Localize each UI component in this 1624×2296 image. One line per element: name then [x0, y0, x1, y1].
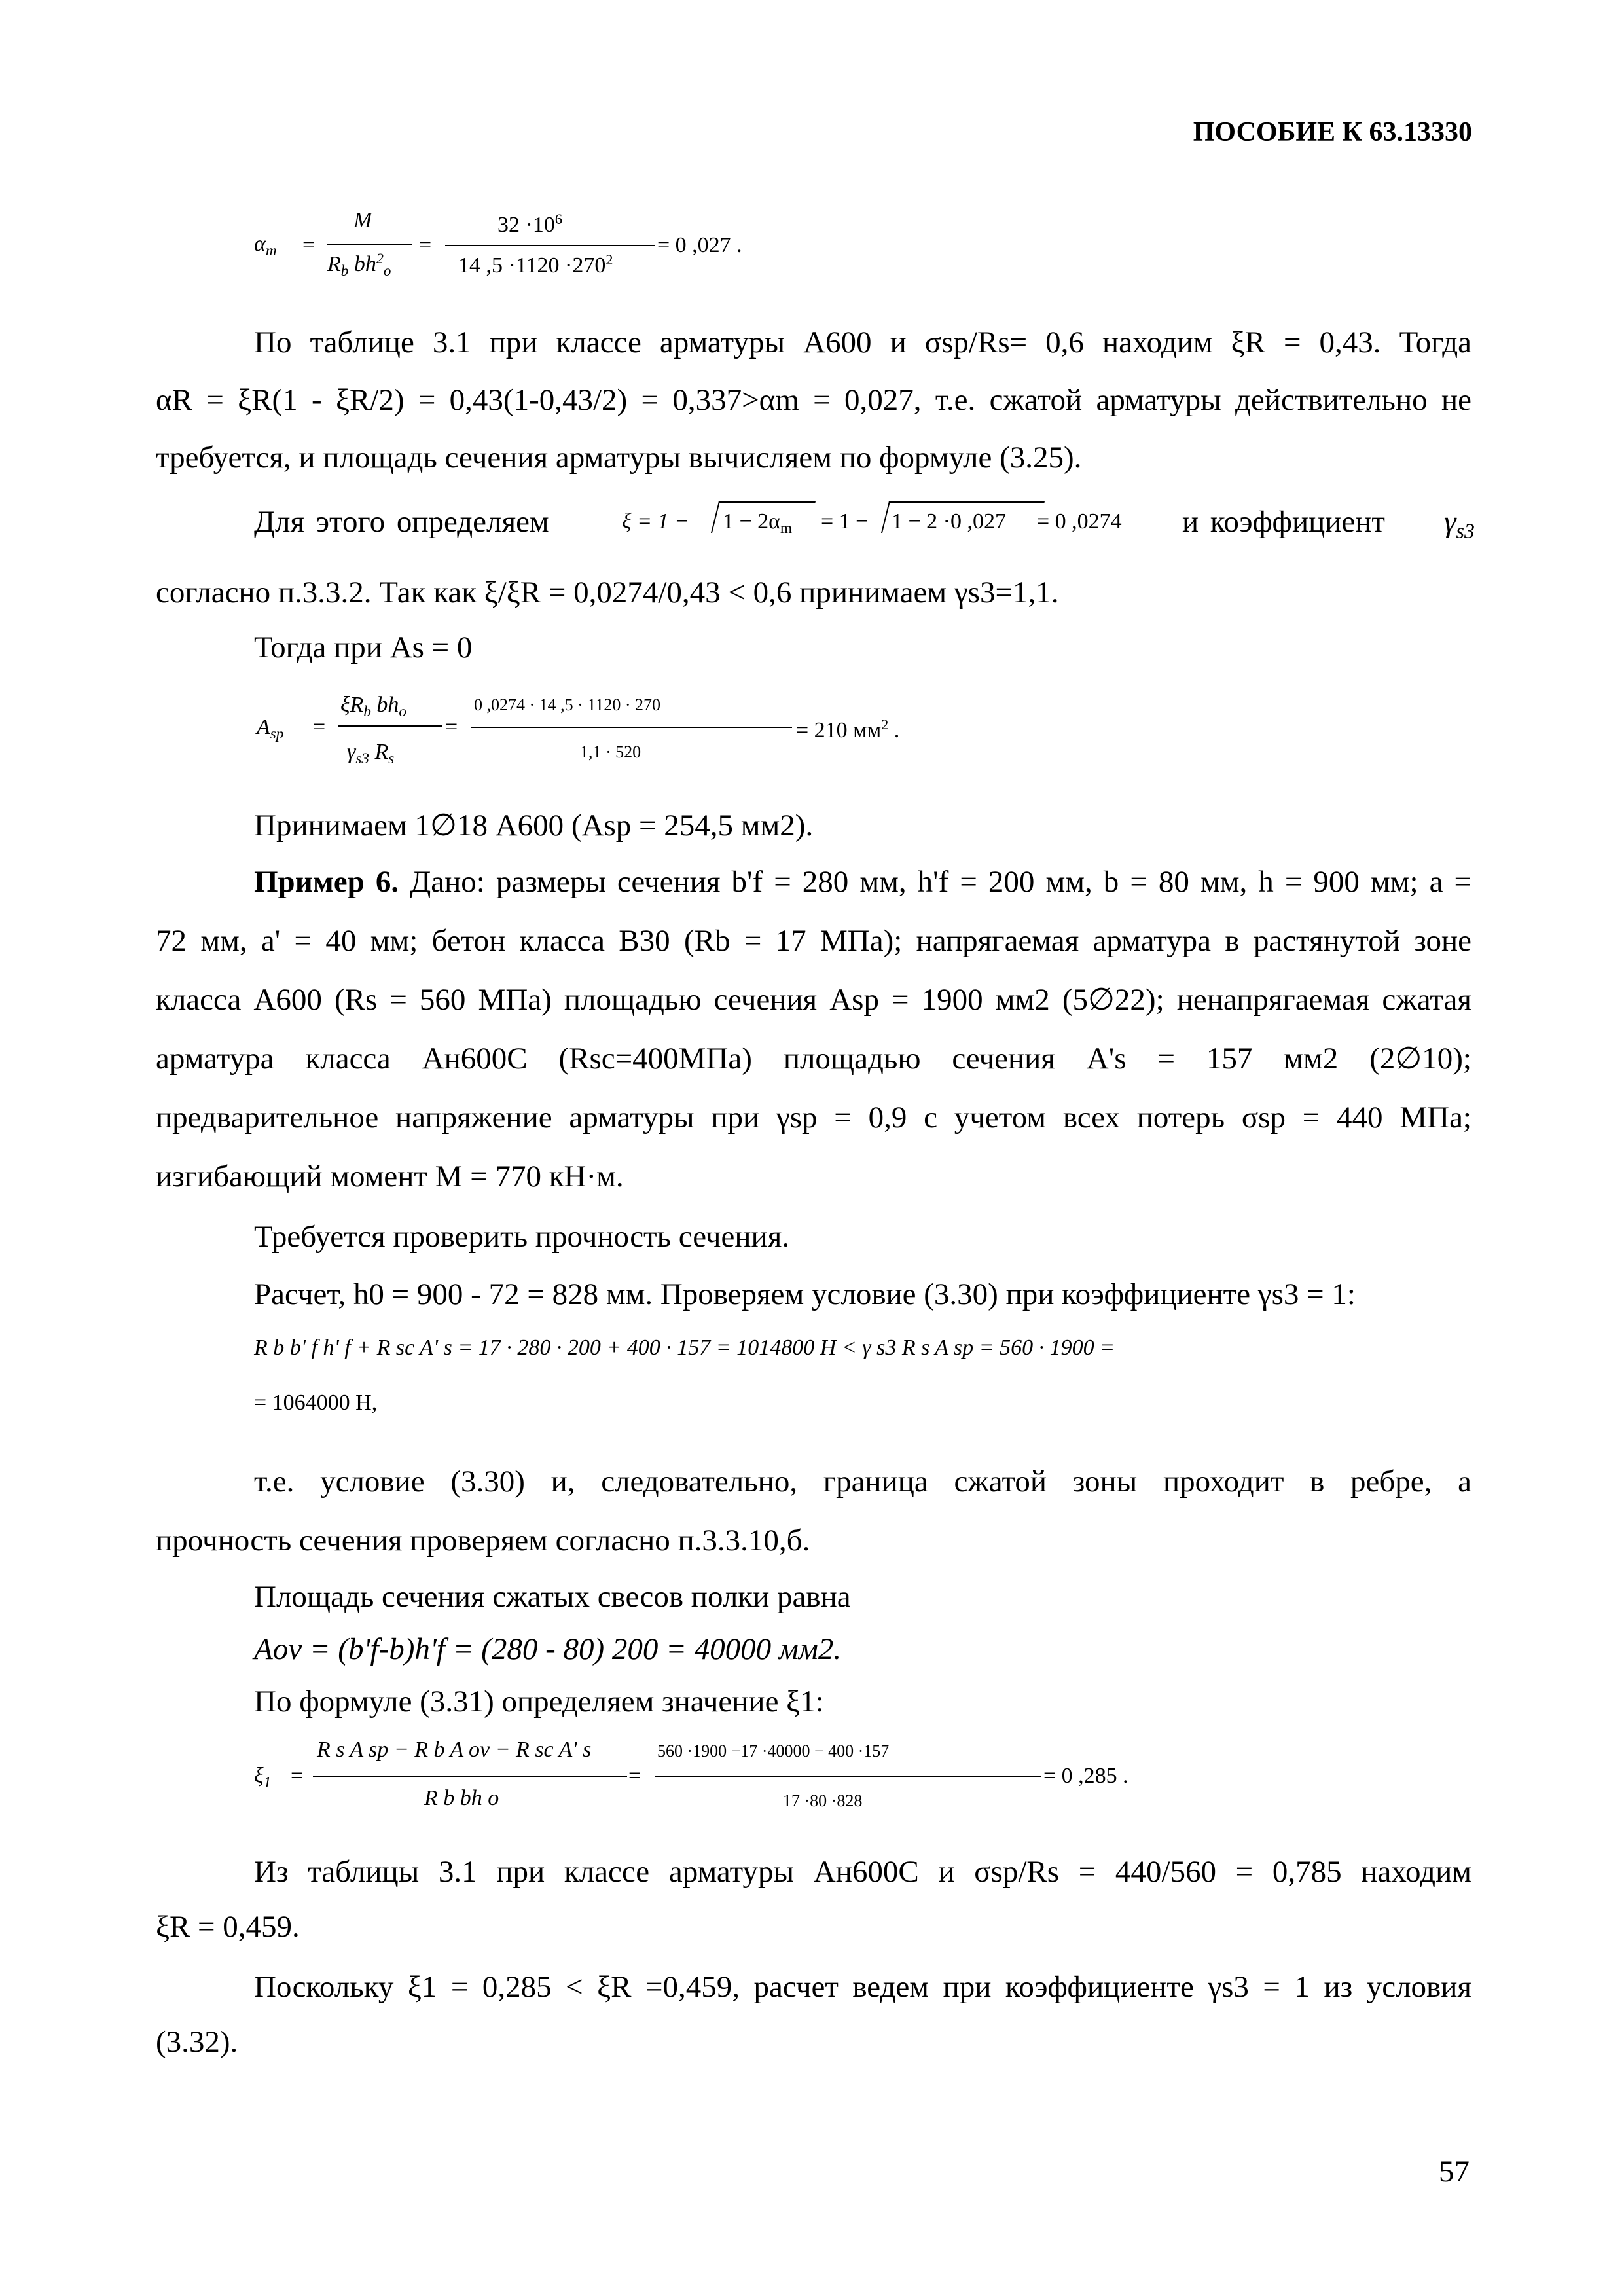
formula-numerator: M [353, 208, 372, 232]
formula-symbol: R [374, 740, 389, 764]
formula-condition-line: = 1064000 Н, [254, 1391, 378, 1415]
example-line: изгибающий момент M = 770 кН·м. [156, 1159, 624, 1194]
example-line: 72 мм, a' = 40 мм; бетон класса В30 (Rb = 17 МПа); напрягаемая арматура в растянутой зоне [156, 924, 1471, 958]
formula-denominator: 14 ,5 ·1120 ·270 [458, 253, 606, 278]
formula-subscript: o [399, 702, 406, 720]
formula-subscript: s3 [355, 750, 369, 767]
formula-denominator: 1,1 · 520 [580, 742, 641, 761]
formula-equals: = [313, 715, 326, 739]
paragraph-line: Принимаем 1∅18 А600 (Asp = 254,5 мм2). [254, 809, 814, 843]
formula-subscript: s3 [1456, 519, 1475, 543]
paragraph-lead: Для этого определяем [254, 505, 549, 539]
formula-symbol: bh [353, 252, 376, 277]
example-line: предварительное напряжение арматуры при γsp = 0,9 с учетом всех потерь σsp = 440 МПа; [156, 1101, 1471, 1135]
formula-subscript: s [388, 750, 395, 767]
formula-equals: = [302, 233, 316, 257]
example-line [254, 852, 1471, 911]
paragraph-line: αR = ξR(1 - ξR/2) = 0,43(1-0,43/2) = 0,337>αm = 0,027, т.е. сжатой арматуры действительно не [156, 383, 1471, 417]
formula-superscript: 6 [554, 211, 562, 227]
paragraph-line: (3.32). [156, 2025, 238, 2059]
paragraph-line: Площадь сечения сжатых свесов полки равна [254, 1580, 851, 1614]
formula-equals: = [419, 233, 432, 257]
formula-numerator: R s A sp − R b A ov − R sc A' s [317, 1738, 592, 1762]
paragraph-line: Поскольку ξ1 = 0,285 < ξR =0,459, расчет ведем при коэффициенте γs3 = 1 из условия [254, 1970, 1471, 2004]
formula-superscript: 2 [881, 716, 889, 733]
formula-superscript: 2 [376, 250, 384, 266]
formula-subscript: 1 [263, 1774, 272, 1791]
header-title: ПОСОБИЕ К 63.13330 [1193, 117, 1472, 147]
formula-result-tail: . [893, 718, 900, 743]
formula-numerator: 0 ,0274 · 14 ,5 · 1120 · 270 [474, 695, 661, 714]
paragraph-line: согласно п.3.3.2. Так как ξ/ξR = 0,0274/0,43 < 0,6 принимаем γs3=1,1. [156, 575, 1059, 610]
paragraph-line: Требуется проверить прочность сечения. [254, 1220, 790, 1254]
formula-superscript: 2 [605, 251, 613, 268]
example-text: Дано: размеры сечения b'f = 280 мм, h'f = 200 мм, b = 80 мм, h = 900 мм; a = [410, 865, 1472, 899]
formula-result: = 0 ,027 . [657, 233, 742, 257]
formula-symbol: γ [1444, 505, 1456, 539]
formula-condition-line: R b b' f h' f + R sc A' s = 17 · 280 · 200 + 400 · 157 = 1014800 Н < γ s3 R s A sp = 560 · 1900 = [254, 1336, 1115, 1360]
paragraph-line: ξR = 0,459. [156, 1910, 300, 1944]
formula-result: = 0 ,285 . [1043, 1764, 1128, 1788]
formula-subscript: m [780, 519, 792, 537]
paragraph-line: Расчет, h0 = 900 - 72 = 828 мм. Проверяем условие (3.30) при коэффициенте γs3 = 1: [254, 1277, 1356, 1311]
formula-subscript: o [383, 263, 391, 280]
formula-equals: = [291, 1764, 304, 1788]
formula-result: = 0 ,0274 [1037, 509, 1122, 534]
formula-symbol: bh [376, 693, 399, 717]
formula-numerator: 32 ·10 [497, 213, 555, 238]
formula-denominator: 17 ·80 ·828 [783, 1791, 863, 1810]
formula-symbol: ξ [254, 1764, 264, 1788]
paragraph-tail: и коэффициент [1182, 505, 1385, 539]
formula-subscript: m [265, 242, 277, 259]
formula-root: 1 − 2 ·0 ,027 [892, 509, 1006, 534]
formula-subscript: b [363, 702, 371, 720]
formula-subscript: sp [270, 725, 284, 742]
formula-symbol: ξR [340, 693, 364, 717]
formula-equals: = [628, 1764, 641, 1788]
page-number: 57 [1439, 2155, 1470, 2189]
formula-denominator: R b bh o [424, 1786, 499, 1810]
formula-symbol: R [327, 252, 341, 277]
example-label: Пример 6. [254, 865, 399, 899]
paragraph-line: т.е. условие (3.30) и, следовательно, граница сжатой зоны проходит в ребре, а [254, 1465, 1471, 1499]
paragraph-line: Из таблицы 3.1 при классе арматуры Ан600С и σsp/Rs = 440/560 = 0,785 находим [254, 1855, 1471, 1889]
formula-root: 1 − 2α [723, 509, 780, 534]
paragraph-line: По формуле (3.31) определяем значение ξ1: [254, 1685, 824, 1719]
paragraph-line: Aov = (b'f-b)h'f = (280 - 80) 200 = 40000 мм2. [254, 1632, 842, 1666]
formula-symbol: α [254, 232, 266, 256]
formula-symbol: A [257, 715, 270, 739]
paragraph-line: Тогда при As = 0 [254, 630, 473, 665]
formula-numerator: 560 ·1900 −17 ·40000 − 400 ·157 [657, 1741, 890, 1760]
formula-equals: = [445, 715, 458, 739]
formula-symbol: γ [347, 740, 356, 764]
formula-part: ξ = 1 − [622, 509, 689, 534]
example-line: арматура класса Ан600С (Rsc=400МПа) площадью сечения A's = 157 мм2 (2∅10); [156, 1042, 1471, 1076]
paragraph-line: По таблице 3.1 при классе арматуры А600 и σsp/Rs= 0,6 находим ξR = 0,43. Тогда [254, 325, 1471, 359]
formula-result: = 210 мм [796, 718, 882, 743]
formula-subscript: b [340, 263, 349, 280]
formula-part: = 1 − [821, 509, 869, 534]
paragraph-line: прочность сечения проверяем согласно п.3.3.10,б. [156, 1523, 810, 1558]
paragraph-line: требуется, и площадь сечения арматуры вычисляем по формуле (3.25). [156, 441, 1082, 475]
example-line: класса А600 (Rs = 560 МПа) площадью сечения Asp = 1900 мм2 (5∅22); ненапрягаемая сжатая [156, 983, 1471, 1017]
